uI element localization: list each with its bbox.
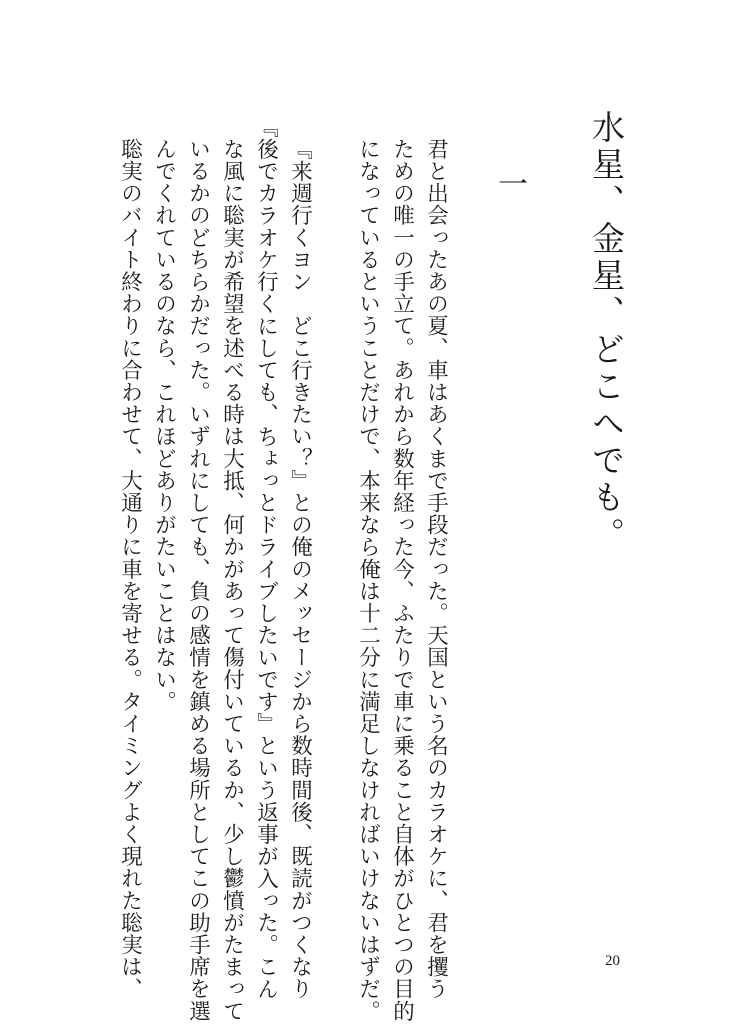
- body-line-5: 『後でカラオケ行くにしても、ちょっとドライブしたいです』という返事が入った。こん: [253, 116, 279, 1000]
- page-number: 20: [605, 953, 620, 969]
- body-line-9: 聡実のバイト終わりに合わせて、大通りに車を寄せる。タイミングよく現れた聡実は、: [117, 138, 143, 1000]
- chapter-number: 一: [492, 168, 527, 198]
- body-line-4: 『来週行くヨン どこ行きたい？』との俺のメッセージから数時間後、既読がつくなり: [287, 138, 313, 1000]
- body-line-3: になっているということだけで、本来なら俺は十二分に満足しなければいけないはずだ。: [355, 138, 381, 1022]
- body-line-1: 君と出会ったあの夏、車はあくまで手段だった。天国という名のカラオケに、君を攫う: [423, 138, 449, 1000]
- body-line-8: んでくれているのなら、これほどありがたいことはない。: [151, 138, 177, 713]
- chapter-title: 水星、金星、どこへでも。: [587, 110, 626, 554]
- body-line-6: な風に聡実が希望を述べる時は大抵、何かがあって傷付いているか、少し鬱憤がたまって: [219, 138, 245, 1022]
- body-line-7: いるかのどちらかだった。いずれにしても、負の感情を鎮める場所としてこの助手席を選: [185, 138, 211, 1022]
- body-line-2: ための唯一の手立て。あれから数年経った今、ふたりで車に乗ること自体がひとつの目的: [389, 138, 415, 1022]
